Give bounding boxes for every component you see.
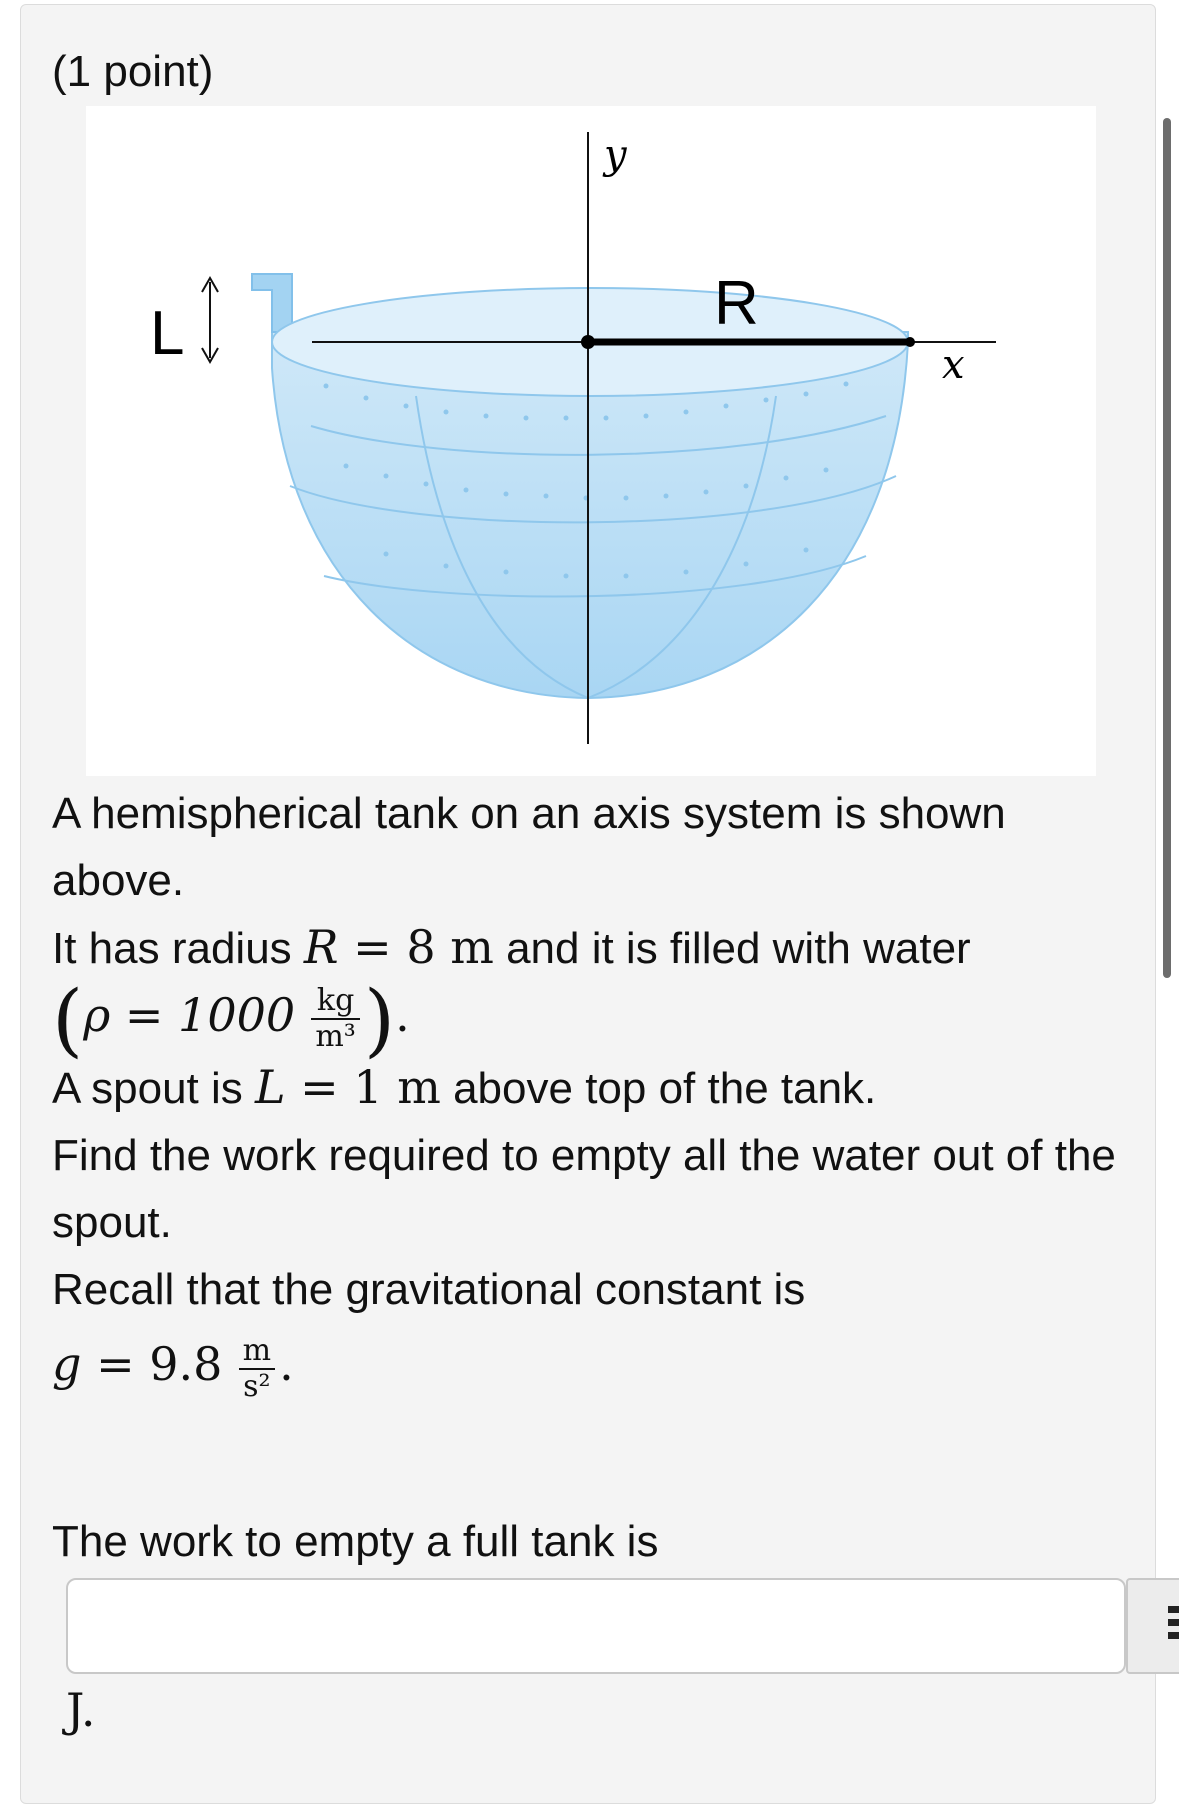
paragraph-description: A hemispherical tank on an axis system is shown above. [52,789,1006,905]
question-text [52,780,1122,1404]
answer-side-tab[interactable] [1126,1578,1179,1674]
paragraph-radius: It has radius R = 8 m and it is filled with water [52,920,971,974]
hemisphere-figure [86,106,1096,776]
paragraph-spout: A spout is L = 1 m above top of the tank. [52,1060,877,1115]
spout-height-label: L [150,299,185,368]
y-axis-label: y [604,132,627,178]
answer-label: The work to empty a full tank is [52,1517,659,1566]
density-unit: $\frac{kg}{\text{m³}}$ [311,984,359,1054]
points-label: (1 point) [52,47,214,96]
scrollbar[interactable] [1163,118,1171,978]
radius-label: R [714,269,759,338]
gravity-unit: $\frac{m}{\text{s²}}$ [239,1334,275,1404]
paragraph-gravity: Recall that the gravitational constant is [52,1265,806,1315]
paragraph-density: (ρ = 1000 $\frac{kg}{\text{m³}}$ ). [52,972,410,1066]
x-axis-label: x [942,342,965,388]
menu-icon [1168,1606,1179,1645]
spout [252,274,292,332]
gravity-constant: g = 9.8 $\frac{m}{\text{s²}}$ . [52,1332,294,1404]
paragraph-task: Find the work required to empty all the water out of the spout. [52,1131,1116,1248]
hemisphere-diagram [86,106,1096,776]
answer-unit: J. [66,1683,96,1737]
answer-input[interactable] [66,1578,1126,1674]
